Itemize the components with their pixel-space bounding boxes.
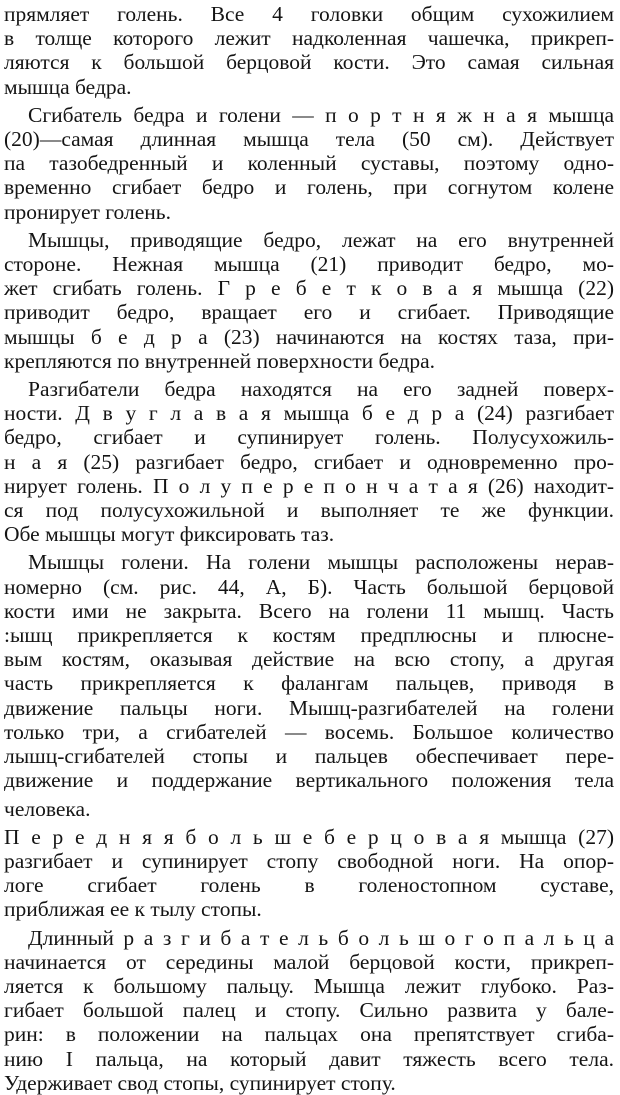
text-line: часть прикрепляется к фалангам пальцев, приводя в bbox=[4, 671, 614, 696]
text-line: Обе мышцы могут фиксировать таз. bbox=[4, 522, 335, 547]
text-line: логе сгибает голень в голеностопном суставе, bbox=[4, 873, 614, 898]
text-line: разгибает и супинирует стопу свободной ноги. На опор- bbox=[4, 848, 614, 873]
text-line: номерно (см. рис. 44, А, Б). Часть большой берцовой bbox=[4, 574, 614, 599]
text-line: приводит бедро, вращает его и сгибает. Приводящие bbox=[4, 300, 614, 325]
text-line: Мышцы голени. На голени мышцы расположены нерав- bbox=[28, 550, 614, 575]
text-line: :ышц прикрепляется к костям предплюсны и плюсне- bbox=[4, 623, 614, 648]
text-line: лышц-сгибателей стопы и пальцев обеспечивает пере- bbox=[4, 744, 614, 769]
text-line: мышцы б е д р а (23) начинаются на костях таза, при- bbox=[4, 324, 614, 349]
text-line: жет сгибать голень. Г р е б е т к о в а я мышца (22) bbox=[4, 276, 614, 301]
text-line: нирует голень. П о л у п е р е п о н ч а т а я (26) находит- bbox=[4, 473, 614, 498]
paragraph-5 bbox=[4, 550, 614, 820]
text-line: ляется к большому пальцу. Мышца лежит глубоко. Раз- bbox=[4, 973, 614, 998]
paragraph-1 bbox=[4, 2, 614, 99]
text-line: Удерживает свод стопы, супинирует стопу. bbox=[4, 1070, 396, 1095]
text-line: прямляет голень. Все 4 головки общим сухожилием bbox=[4, 2, 614, 26]
text-line: крепляются по внутренней поверхности бедра. bbox=[4, 348, 435, 373]
text-line: (20)—самая длинная мышца тела (50 см). Действует bbox=[4, 127, 614, 152]
paragraph-4 bbox=[4, 377, 614, 546]
text-line: бедро, сгибает и супинирует голень. Полусухожиль- bbox=[4, 425, 614, 450]
paragraph-2 bbox=[4, 103, 614, 224]
text-line: гибает большой палец и стопу. Сильно развита у бале- bbox=[4, 998, 614, 1023]
text-line: пронирует голень. bbox=[4, 199, 171, 224]
text-line: ляются к большой берцовой кости. Это самая сильная bbox=[4, 50, 614, 75]
text-line: человека. bbox=[4, 796, 91, 821]
text-line: вым костям, оказывая действие на всю стопу, а другая bbox=[4, 647, 614, 672]
text-line: кости ими не закрыта. Всего на голени 11 мышц. Часть bbox=[4, 598, 614, 623]
text-line: Сгибатель бедра и голени — п о р т н я ж н а я мышца bbox=[28, 102, 614, 127]
text-line: нию I пальца, на который давит тяжесть всего тела. bbox=[4, 1046, 614, 1071]
text-line: начинается от середины малой берцовой кости, прикреп- bbox=[4, 949, 614, 974]
text-line: движение и поддержание вертикального положения тела bbox=[4, 768, 614, 793]
paragraph-7 bbox=[4, 926, 614, 1095]
text-line: па тазобедренный и коленный суставы, поэтому одно- bbox=[4, 151, 614, 176]
paragraph-3 bbox=[4, 228, 614, 373]
text-line: Мышцы, приводящие бедро, лежат на его внутренней bbox=[28, 227, 614, 252]
text-line: ности. Д в у г л а в а я мышца б е д р а (24) разгибает bbox=[4, 401, 614, 426]
text-line: Разгибатели бедра находятся на его задней поверх- bbox=[28, 377, 614, 402]
text-line: мышца бедра. bbox=[4, 74, 132, 99]
text-line: стороне. Нежная мышца (21) приводит бедро, мо- bbox=[4, 252, 614, 277]
text-line: П е р е д н я я б о л ь ш е б е р ц о в а я мышца (27) bbox=[4, 824, 614, 849]
text-line: ся под полусухожильной и выполняет те же функции. bbox=[4, 498, 614, 523]
text-line: движение пальцы ноги. Мышц-разгибателей на голени bbox=[4, 695, 614, 720]
text-line: приближая ее к тылу стопы. bbox=[4, 897, 262, 922]
text-line: Длинный р а з г и б а т е л ь б о л ь ш о г о п а л ь ц а bbox=[28, 925, 614, 950]
text-line: рин: в положении на пальцах она препятствует сгиба- bbox=[4, 1022, 614, 1047]
text-line: в толще которого лежит надколенная чашечка, прикреп- bbox=[4, 26, 614, 51]
text-line: только три, а сгибателей — восемь. Большое количество bbox=[4, 719, 614, 744]
paragraph-6 bbox=[4, 825, 614, 922]
text-line: временно сгибает бедро и голень, при согнутом колене bbox=[4, 175, 614, 200]
text-line: н а я (25) разгибает бедро, сгибает и одновременно про- bbox=[4, 449, 614, 474]
